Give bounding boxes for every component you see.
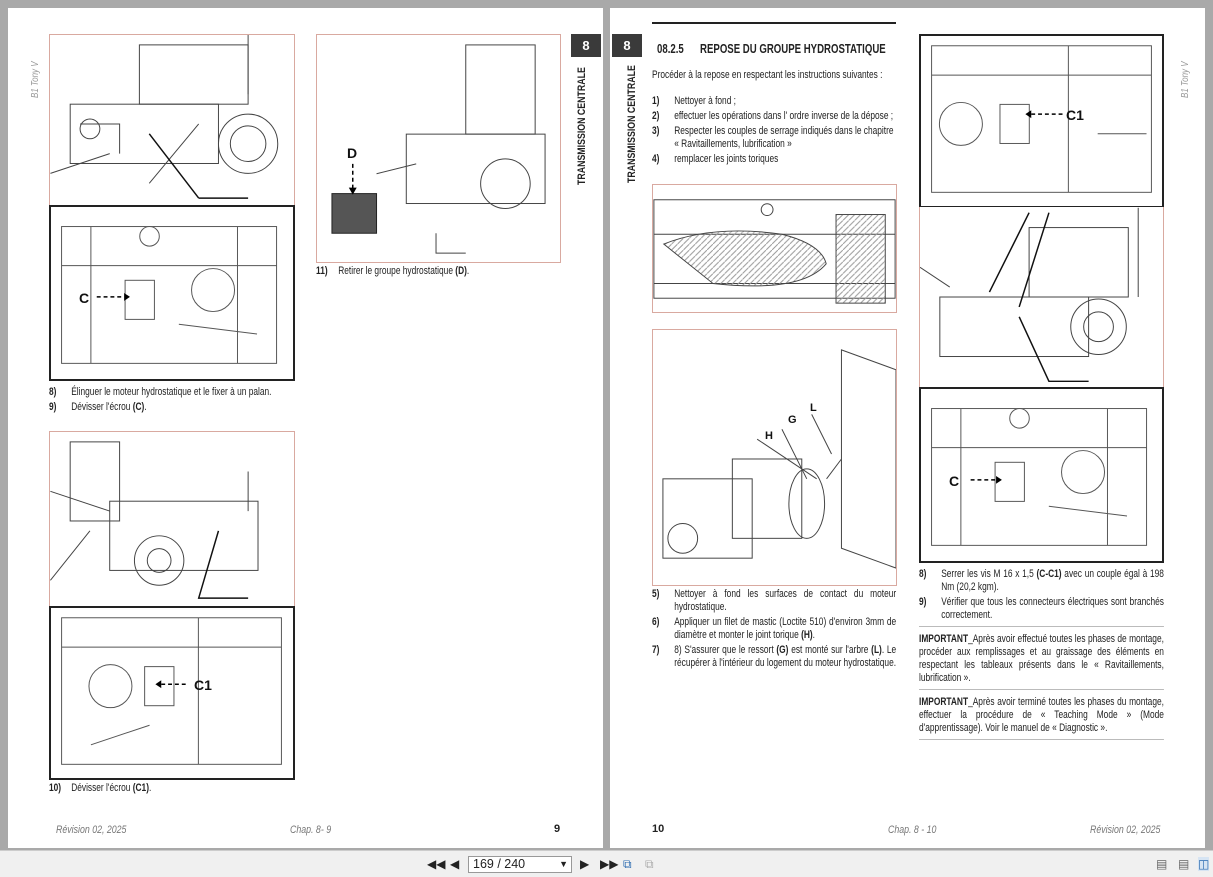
ref-label: (C1) (132, 782, 149, 794)
step-text: 8) S'assurer que le ressort (674, 644, 777, 656)
step-tail: . (466, 265, 470, 277)
exploded-drawing (653, 330, 896, 585)
step-5 (652, 588, 896, 614)
step-text: Retirer le groupe hydrostatique (338, 265, 456, 277)
page-number: 10 (652, 823, 665, 835)
step-tail: . (812, 629, 815, 641)
section-heading (657, 42, 923, 55)
single-page-view-icon[interactable]: ▤ (1156, 857, 1168, 871)
step-text: Dévisser l'écrou (71, 782, 133, 794)
step-text: Dévisser l'écrou (71, 401, 133, 413)
important-note-2 (919, 696, 1164, 740)
chapter-tab: 8 (571, 34, 601, 57)
callout-c1: C1 (1066, 107, 1084, 123)
right-page (610, 8, 1205, 848)
step-text: est monté sur l'arbre (788, 644, 872, 656)
step-number: 6) (652, 616, 660, 628)
important-label: IMPORTANT (919, 696, 969, 708)
callout-c: C (949, 473, 960, 489)
figure-transmission-top (49, 34, 295, 206)
step-number: 9) (919, 596, 927, 608)
step-8 (49, 386, 301, 399)
left-page (8, 8, 603, 848)
figure-transmission-side (49, 431, 295, 607)
step-tail: . (148, 782, 152, 794)
step-tail: . (144, 401, 147, 413)
chapter-tab: 8 (612, 34, 642, 57)
figure-hydrostatic-removal (316, 34, 561, 263)
first-page-icon[interactable]: ◀◀ (427, 857, 446, 871)
step-text: remplacer les joints toriques (674, 153, 779, 165)
step-text: Serrer les vis M 16 x 1,5 (941, 568, 1037, 580)
section-drawing (653, 185, 896, 312)
side-label: B1 Tony V (1180, 61, 1191, 98)
important-label: IMPORTANT (919, 633, 969, 645)
step-9 (49, 401, 301, 414)
steps-8-9 (49, 386, 301, 416)
step-number: 5) (652, 588, 660, 600)
step-text: Élinguer le moteur hydrostatique et le fixer à un palan. (71, 386, 272, 398)
detail-drawing (51, 608, 293, 778)
footer-revision: Révision 02, 2025 (56, 824, 127, 836)
figure-detail-c1 (919, 34, 1164, 208)
step-number: 9) (49, 401, 57, 413)
prev-page-icon[interactable]: ◀ (450, 857, 460, 871)
callout-c: C (79, 290, 90, 306)
section-number: 08.2.5 (657, 41, 684, 56)
step-number: 2) (652, 110, 660, 122)
step-number: 1) (652, 95, 660, 107)
last-page-icon[interactable]: ▶▶ (600, 857, 619, 871)
go-back-icon[interactable]: ⧉ (623, 857, 632, 871)
footer-chapter: Chap. 8 - 10 (888, 824, 937, 836)
machine-drawing (920, 207, 1163, 389)
step-4 (652, 153, 896, 166)
step-number: 7) (652, 644, 660, 656)
step-text: Nettoyer à fond les surfaces de contact du moteur hydrostatique. (674, 588, 897, 613)
steps-5-7 (652, 588, 896, 672)
step-3 (652, 125, 896, 151)
figure-detail-c (49, 205, 295, 381)
step-9 (919, 596, 1164, 622)
important-notes (919, 626, 1164, 740)
step-number: 3) (652, 125, 660, 137)
chapter-title-vertical: TRANSMISSION CENTRALE (626, 65, 638, 183)
ref-label: (L) (871, 644, 882, 656)
ref-label: (C-C1) (1036, 568, 1062, 580)
step-number: 8) (919, 568, 927, 580)
step-1 (652, 95, 896, 108)
step-text: Vérifier que tous les connecteurs électriques sont branchés correctement. (941, 596, 1164, 621)
ref-label: (G) (776, 644, 789, 656)
figure-exploded-seal (652, 329, 897, 586)
detail-drawing (921, 36, 1162, 206)
step-11 (316, 265, 568, 280)
figure-transmission (919, 207, 1164, 389)
step-8 (919, 568, 1164, 594)
step-text: Appliquer un filet de mastic (Loctite 510) d'environ 3mm de diamètre et monter le joint torique (674, 616, 897, 641)
chevron-down-icon: ▼ (559, 859, 568, 869)
step-text: effectuer les opérations dans l' ordre inverse de la dépose ; (674, 110, 894, 122)
two-page-view-icon[interactable]: ◫ (1198, 857, 1210, 871)
side-label: B1 Tony V (30, 61, 41, 98)
ref-label: (H) (801, 629, 813, 641)
step-10 (49, 782, 301, 797)
next-page-icon[interactable]: ▶ (580, 857, 590, 871)
section-rule (652, 22, 896, 24)
step-number: 11) (316, 265, 328, 277)
step-number: 8) (49, 386, 57, 398)
go-forward-icon[interactable]: ⧉ (645, 857, 654, 871)
page-number: 9 (554, 823, 561, 835)
ref-label: (D) (455, 265, 467, 277)
steps-8-9 (919, 568, 1164, 746)
important-text: _Après avoir effectué toutes les phases de montage, procéder aux remplissages et au graissage des éléments en respectant les tableaux présents dans le « Ravitaillements, lubrification ». (919, 633, 1164, 684)
page-indicator: 169 / 240 (473, 857, 526, 871)
footer-chapter: Chap. 8- 9 (290, 824, 332, 836)
step-2 (652, 110, 896, 123)
ref-label: (C) (132, 401, 145, 413)
step-6 (652, 616, 896, 642)
footer-revision: Révision 02, 2025 (1090, 824, 1161, 836)
callout-c1: C1 (194, 677, 212, 693)
viewer-toolbar (0, 850, 1213, 877)
intro-text: Procéder à la repose en respectant les instructions suivantes : (652, 69, 883, 81)
step-text: Respecter les couples de serrage indiqués dans le chapitre « Ravitaillements, lubrification » (674, 125, 894, 150)
callout-d: D (347, 145, 358, 161)
steps-1-4 (652, 95, 896, 168)
step-text: avec un couple égal à 198 Nm (20,2 kgm). (941, 568, 1164, 593)
section-title: REPOSE DU GROUPE HYDROSTATIQUE (700, 41, 886, 56)
step-text: . Le récupérer à l'intérieur du logement du moteur hydrostatique. (674, 644, 897, 669)
chapter-title-vertical: TRANSMISSION CENTRALE (576, 67, 588, 185)
callout-g: G (788, 414, 797, 426)
important-note-1 (919, 633, 1164, 690)
step-number: 10) (49, 782, 62, 794)
callout-h: H (765, 430, 773, 442)
machine-drawing (50, 35, 294, 205)
figure-detail-c1 (49, 606, 295, 780)
step-7 (652, 644, 896, 670)
page-selector[interactable] (468, 856, 572, 873)
important-text: _Après avoir terminé toutes les phases du montage, effectuer la procédure de « Teaching Mode » (Mode d'apprentissage). Voir le manuel de « Diagnostic ». (919, 696, 1164, 734)
callout-l: L (810, 402, 817, 414)
machine-drawing (50, 432, 294, 606)
continuous-view-icon[interactable]: ▤ (1178, 857, 1190, 871)
figure-cross-section (652, 184, 897, 313)
figure-detail-c (919, 387, 1164, 563)
step-text: Nettoyer à fond ; (674, 95, 737, 107)
step-number: 4) (652, 153, 660, 165)
